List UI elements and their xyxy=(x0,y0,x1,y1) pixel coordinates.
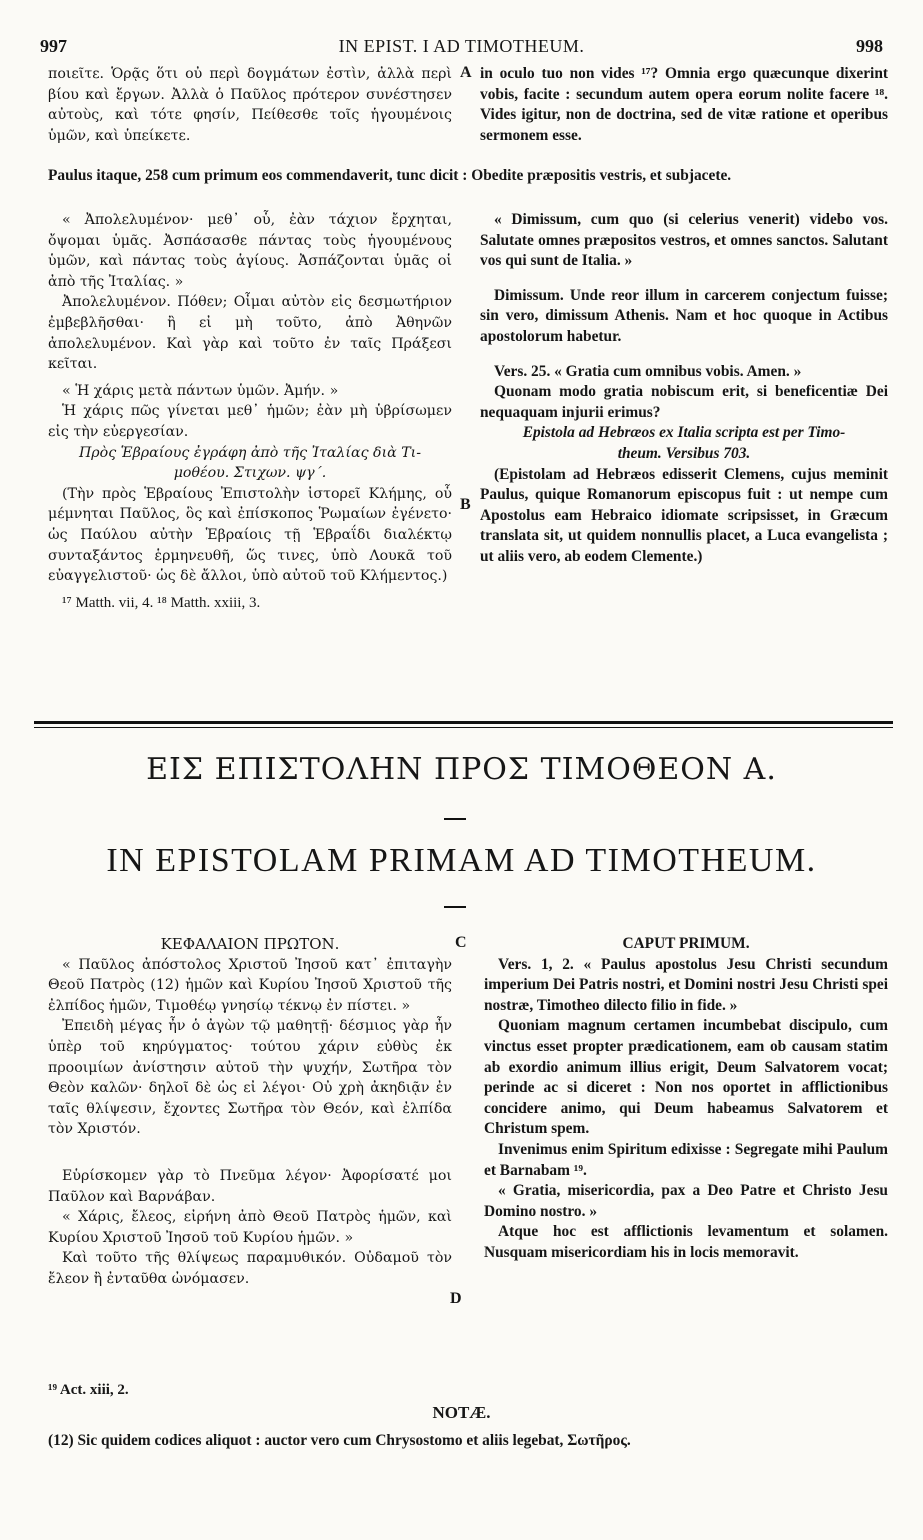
greek-paragraph: ποιεῖτε. Ὁρᾷς ὅτι οὐ περὶ δογμάτων ἐστὶν, ἀλλὰ περὶ βίου καὶ ἔργων. Ἀλλὰ ὁ Παῦλος πρότερον συνέστησεν αὐτοὺς, καὶ τότε φησίν, Πείθεσθε τοῖς ἡγουμένοις ὑμῶν, καὶ ὑπείκετε. xyxy=(48,66,452,144)
greek-column-top-a xyxy=(48,64,452,146)
latin-paragraph: Dimissum. Unde reor illum in carcerem conjectum fuisse; sin vero, dimissum Athenis. Nam et hoc quoque in Actibus apostolorum habetur. xyxy=(480,286,888,345)
greek-paragraph: (Τὴν πρὸς Ἑβραίους Ἐπιστολὴν ἱστορεῖ Κλήμης, οὗ μέμνηται Παῦλος, ὃς καὶ ἐπίσκοπος Ῥωμαίων ἐγένετο· ὡς Παύλου αὐτὴν Ἑβραίοις τῇ Ἑβραΐδι διαλέκτῳ συνταξάντος ἑρμηνευθῆ, ὥς τινες, ὑπὸ Λουκᾶ τοῦ εὐαγγελιστοῦ· ὡς δὲ ἄλλοι, ὑπὸ αὐτοῦ τοῦ Κλήμεντος.) xyxy=(48,485,452,585)
greek-paragraph: Ἡ χάρις πῶς γίνεται μεθ᾽ ἡμῶν; ἐὰν μὴ ὑβρίσωμεν εἰς τὴν εὐεργεσίαν. xyxy=(48,403,452,440)
title-dash xyxy=(444,818,466,820)
notes-heading: NOTÆ. xyxy=(432,1403,491,1422)
greek-paragraph: Καὶ τοῦτο τῆς θλίψεως παραμυθικόν. Οὐδαμοῦ τὸν ἔλεον ἢ ἐνταῦθα ὠνόμασεν. xyxy=(48,1250,452,1287)
greek-footnotes: ¹⁷ Matth. vii, 4. ¹⁸ Matth. xxiii, 3. xyxy=(62,594,261,611)
latin-paragraph: « Gratia, misericordia, pax a Deo Patre et Christo Jesu Domino nostro. » xyxy=(484,1182,888,1220)
greek-paragraph: Ἀπολελυμένον. Πόθεν; Οἶμαι αὐτὸν εἰς δεσμωτήριον ἐμβεβλῆσθαι· ἢ εἰ μὴ τοῦτο, ἀπὸ Ἀθηνῶν ἀπολελυμένον. Καὶ γὰρ καὶ τοῦτο ἐν ταῖς Πράξεσι κεῖται. xyxy=(48,294,452,373)
greek-subscription: μοθέου. Στιχων. ψγ΄. xyxy=(173,465,327,482)
greek-subscription: Πρὸς Ἑβραίους ἐγράφη ἀπὸ τῆς Ἰταλίας διὰ Τι- xyxy=(78,444,422,461)
latin-paragraph: Vers. 25. « Gratia cum omnibus vobis. Amen. » xyxy=(494,362,802,380)
greek-column-top-b xyxy=(48,210,452,613)
greek-column-bottom xyxy=(48,934,452,1290)
greek-paragraph: Εὑρίσκομεν γὰρ τὸ Πνεῦμα λέγον· Ἀφορίσατέ μοι Παῦλον καὶ Βαρνάβαν. xyxy=(48,1167,452,1205)
latin-column-top-b xyxy=(480,210,888,568)
latin-subscription: theum. Versibus 703. xyxy=(617,444,751,462)
latin-paragraph: « Dimissum, cum quo (si celerius venerit) videbo vos. Salutate omnes præpositos vestros, et omnes sanctos. Salutant vos qui sunt de Italia. » xyxy=(480,211,888,270)
latin-paragraph: in oculo tuo non vides ¹⁷? Omnia ergo quæcunque dixerint vobis, facite : secundum autem opera eorum nolite facere ¹⁸. Vides igitur, non de doctrina, sed de vitæ ratione et operibus sermonem esse. xyxy=(480,65,888,144)
margin-marker-c: C xyxy=(455,934,467,951)
latin-title: IN EPISTOLAM PRIMAM AD TIMOTHEUM. xyxy=(106,842,817,879)
latin-subscription: Epistola ad Hebræos ex Italia scripta est per Timo- xyxy=(522,424,846,442)
greek-paragraph: Ἐπειδὴ μέγας ἦν ὁ ἀγὼν τῷ μαθητῇ· δέσμιος γὰρ ἦν ὑπὲρ τοῦ κηρύγματος· τούτου χάριν εὐθὺς ἐκ προοιμίων ἀνίστησιν αὐτοῦ τὴν ψυχήν, Σωτῆρα τὸν Θεὸν καλῶν· δηλοῖ δὲ ὡς εἰ λέγοι· Οὐ χρὴ ἀκηδιᾷν ἐν ταῖς θλίψεσιν, ἔχοντες Σωτῆρα τὸν Θεόν, καὶ ἐλπίδα τὸν Χριστόν. xyxy=(48,1018,452,1138)
latin-paragraph: Quoniam magnum certamen incumbebat discipulo, cum vinctus esset propter prædicationem, eam ob causam statim ab exordio animum illius erigit, Deum Salvatorem vocat; perinde ac si diceret : Non nos oportet in afflictionibus concidere animo, qui Deum habeamus Salvatorem et Christum spem. xyxy=(484,1017,888,1138)
latin-column-bottom xyxy=(484,934,888,1264)
margin-marker-a: A xyxy=(460,64,472,81)
greek-chapter-heading: ΚΕΦΑΛΑΙΟΝ ΠΡΩΤΟΝ. xyxy=(160,935,340,953)
greek-paragraph: « Χάρις, ἔλεος, εἰρήνη ἀπὸ Θεοῦ Πατρὸς ἡμῶν, καὶ Κυρίου Χριστοῦ Ἰησοῦ τοῦ Κυρίου ἡμῶν. » xyxy=(48,1209,452,1246)
left-page-number: 997 xyxy=(40,36,67,56)
margin-marker-d: D xyxy=(450,1290,462,1307)
note-12: (12) Sic quidem codices aliquot : auctor vero cum Chrysostomo et aliis legebat, Σωτῆρος. xyxy=(48,1432,631,1449)
spanning-line: Paulus itaque, 258 cum primum eos commendaverit, tunc dicit : Obedite præpositis vestris, et subjacete. xyxy=(48,167,732,184)
title-dash xyxy=(444,906,466,908)
latin-paragraph: Invenimus enim Spiritum edixisse : Segregate mihi Paulum et Barnabam ¹⁹. xyxy=(484,1140,888,1179)
margin-marker-b: B xyxy=(460,496,471,513)
section-divider-thin xyxy=(34,727,893,728)
greek-paragraph: « Ἀπολελυμένον· μεθ᾽ οὗ, ἐὰν τάχιον ἔρχηται, ὄψομαι ὑμᾶς. Ἀσπάσασθε πάντας τοὺς ἡγουμένους ὑμῶν, καὶ πάντας τοὺς ἁγίους. Ἀσπάζονται ὑμᾶς οἱ ἀπὸ τῆς Ἰταλίας. » xyxy=(48,212,452,290)
section-divider xyxy=(34,721,893,724)
greek-paragraph: « Παῦλος ἀπόστολος Χριστοῦ Ἰησοῦ κατ᾽ ἐπιταγὴν Θεοῦ Πατρὸς (12) ἡμῶν καὶ Κυρίου Ἰησοῦ Χριστοῦ τῆς ἐλπίδος ἡμῶν, Τιμοθέῳ γνησίῳ τέκνῳ ἐν πίστει. » xyxy=(48,956,452,1014)
running-header xyxy=(40,36,883,62)
greek-title: ΕΙΣ ΕΠΙΣΤΟΛΗΝ ΠΡΟΣ ΤΙΜΟΘΕΟΝ Α. xyxy=(146,752,777,787)
latin-paragraph: Vers. 1, 2. « Paulus apostolus Jesu Christi secundum imperium Dei Patris nostri, et Domini nostri Jesu Christi spei nostræ, Timotheo dilecto filio in fide. » xyxy=(484,955,888,1014)
latin-chapter-heading: CAPUT PRIMUM. xyxy=(622,935,750,952)
right-page-number: 998 xyxy=(856,36,883,56)
latin-column-top-a xyxy=(480,64,888,146)
greek-footnote: ¹⁹ Act. xiii, 2. xyxy=(48,1382,129,1398)
running-title: IN EPIST. I AD TIMOTHEUM. xyxy=(338,36,585,56)
greek-paragraph: « Ἡ χάρις μετὰ πάντων ὑμῶν. Ἀμήν. » xyxy=(62,382,339,399)
latin-paragraph: Atque hoc est afflictionis levamentum et solamen. Nusquam misericordiam his in locis memoravit. xyxy=(484,1223,888,1261)
latin-paragraph: (Epistolam ad Hebræos edisserit Clemens, cujus meminit Paulus, quique Romanorum episcopus fuit : ut nempe cum Apostolus eam Hebraico idiomate scripsisset, in Græcum translata sit, ut quidem nonnullis placet, a Luca evangelista ; ut aliis vero, ab eodem Clemente.) xyxy=(480,465,888,565)
latin-paragraph: Quonam modo gratia nobiscum erit, si beneficentiæ Dei nequaquam injurii erimus? xyxy=(480,383,888,421)
